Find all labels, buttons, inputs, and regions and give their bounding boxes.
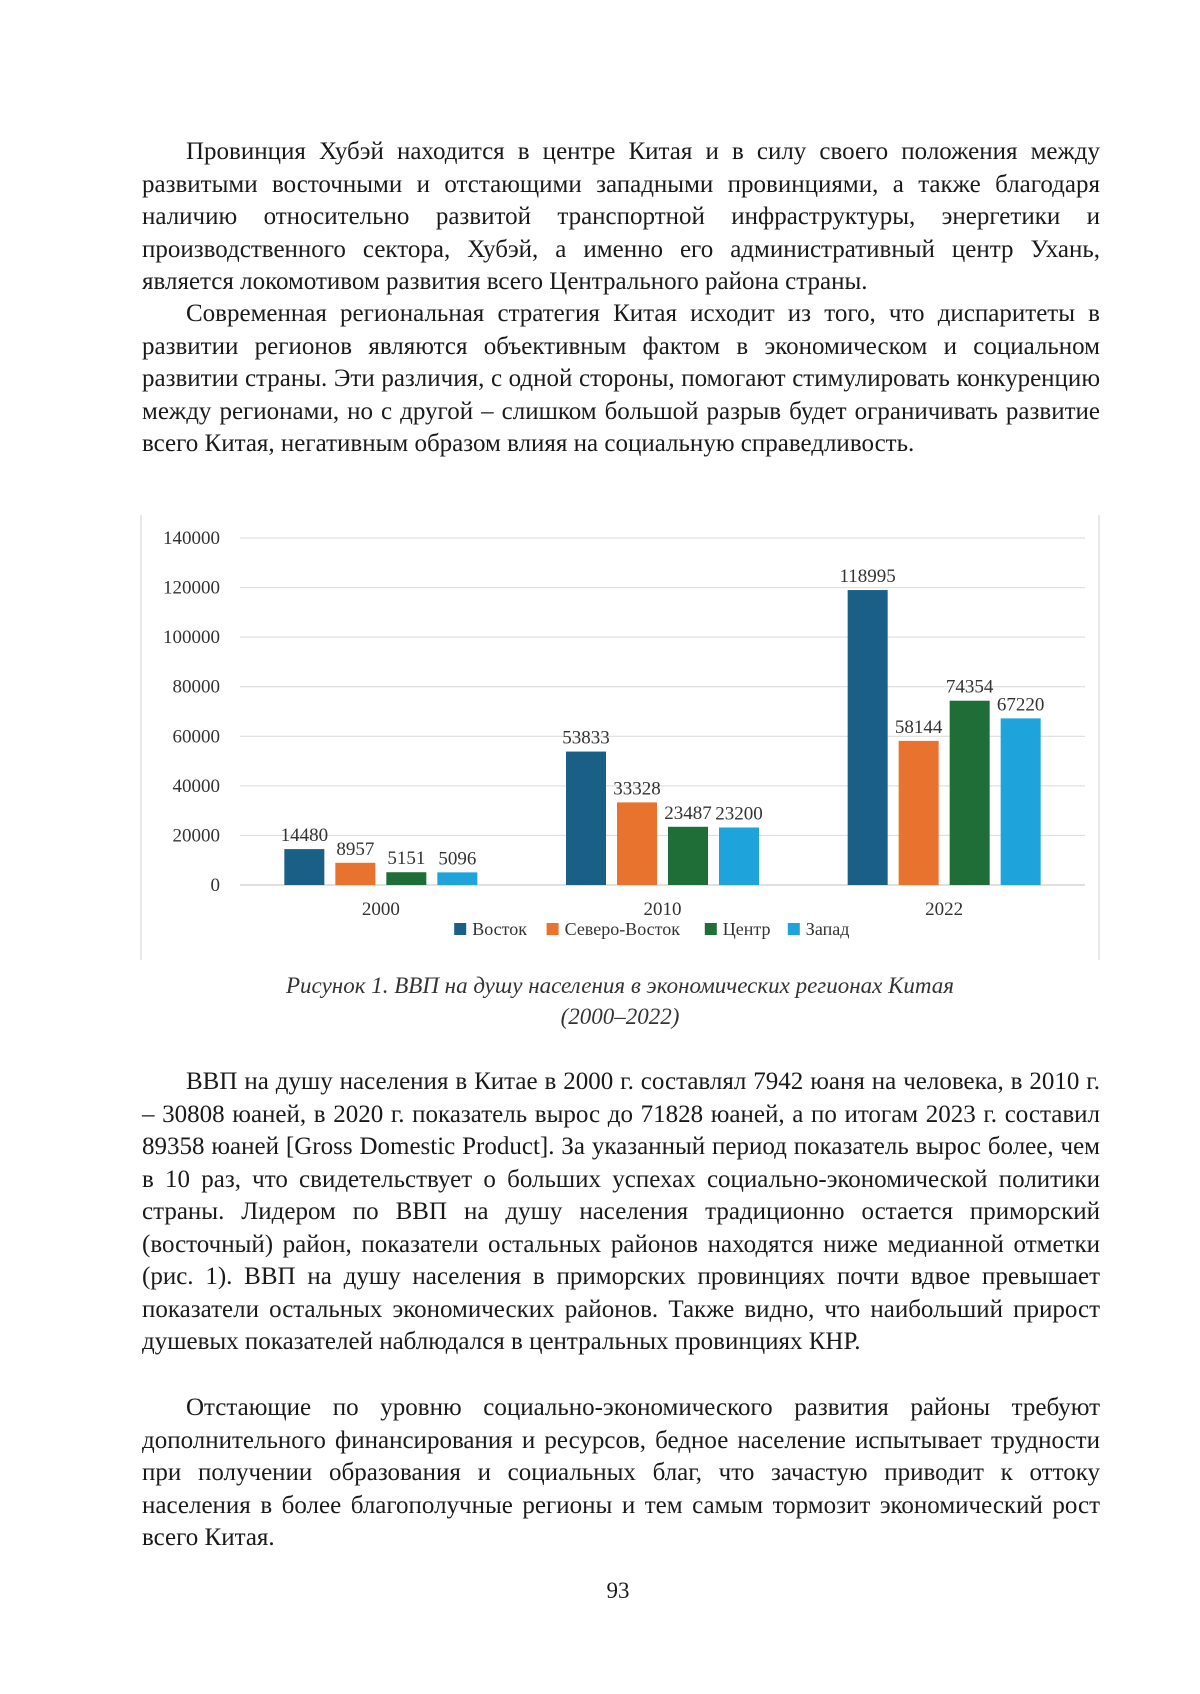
x-category-label: 2000 (361, 899, 400, 920)
data-label: 8957 (336, 838, 375, 860)
body-paragraph-1: Провинция Хубэй находится в центре Китая и в силу своего положения между развитыми восточными и отстающими западными провинциями, а также благодаря наличию относительно развитой транспортной инфраструктуры, энергетики и производственного сектора, Хубэй, а именно его административный центр Ухань, является локомотивом развития всего Центрального района страны. (142, 138, 1100, 295)
legend-swatch (788, 923, 800, 935)
y-tick-label: 40000 (172, 775, 220, 797)
figure-caption-period: (2000–2022) (560, 1004, 680, 1029)
bar (668, 827, 708, 885)
data-label: 74354 (945, 676, 994, 698)
bar (719, 827, 759, 885)
bar (617, 802, 657, 885)
page-number: 93 (606, 1578, 630, 1603)
legend-label: Центр (722, 919, 771, 939)
body-paragraph-3: ВВП на душу населения в Китае в 2000 г. составлял 7942 юаня на человека, в 2010 г. – 30808 юаней, в 2020 г. показатель вырос до 71828 юаней, а по итогам 2023 г. составил 89358 юаней [Gross Domestic Product]. За указанный период показатель вырос более, чем в 10 раз, что свидетельствует о больших успехах социально-экономической политики страны. Лидером по ВВП на душу населения традиционно остается приморский (восточный) район, показатели остальных районов находятся ниже медианной отметки (рис. 1). ВВП на душу населения в приморских провинциях почти вдвое превышает показатели остальных экономических районов. Также видно, что наибольший прирост душевых показателей наблюдался в центральных провинциях КНР. (142, 1068, 1100, 1355)
y-tick-label: 100000 (163, 627, 220, 649)
legend-swatch (547, 923, 559, 935)
bar (335, 863, 375, 885)
chart-svg (140, 515, 1100, 960)
data-label: 33328 (613, 778, 661, 800)
y-tick-label: 140000 (163, 528, 220, 549)
legend-label: Восток (472, 919, 528, 939)
x-category-label: 2010 (643, 899, 682, 920)
bar (386, 872, 426, 885)
y-tick-label: 120000 (163, 577, 220, 599)
bar (437, 872, 477, 885)
data-label: 5151 (387, 848, 426, 870)
bar (848, 590, 888, 885)
data-label: 118995 (839, 566, 896, 588)
figure-caption: Рисунок 1. ВВП на душу населения в экономических регионах Китая (286, 973, 954, 998)
data-label: 5096 (438, 848, 477, 870)
gdp-bar-chart (140, 515, 1100, 960)
bar (1001, 718, 1041, 885)
legend-swatch (454, 923, 466, 935)
data-label: 14480 (280, 825, 329, 847)
data-label: 23200 (715, 803, 763, 825)
data-label: 58144 (894, 716, 943, 738)
legend-label: Запад (805, 919, 850, 939)
legend-label: Северо-Восток (564, 919, 681, 939)
bar (950, 701, 990, 885)
y-tick-label: 80000 (172, 676, 220, 698)
y-tick-label: 60000 (172, 726, 220, 748)
y-tick-label: 0 (210, 875, 220, 896)
legend-swatch (705, 923, 717, 935)
bar (899, 741, 939, 885)
data-label: 23487 (664, 802, 712, 824)
body-paragraph-4: Отстающие по уровню социально-экономического развития районы требуют дополнительного финансирования и ресурсов, бедное население испытывает трудности при получении образования и социальных благ, что зачастую приводит к оттоку населения в более благополучные регионы и тем самым тормозит экономический рост всего Китая. (142, 1394, 1100, 1551)
bar (284, 849, 324, 885)
x-category-label: 2022 (925, 899, 964, 920)
y-tick-label: 20000 (172, 825, 220, 847)
data-label: 53833 (562, 727, 610, 749)
data-label: 67220 (996, 694, 1045, 716)
bar (566, 752, 606, 885)
body-paragraph-2: Современная региональная стратегия Китая исходит из того, что диспаритеты в развитии регионов являются объективным фактом в экономическом и социальном развитии страны. Эти различия, с одной стороны, помогают стимулировать конкуренцию между регионами, но с другой – слишком большой разрыв будет ограничивать развитие всего Китая, негативным образом влияя на социальную справедливость. (142, 300, 1100, 457)
